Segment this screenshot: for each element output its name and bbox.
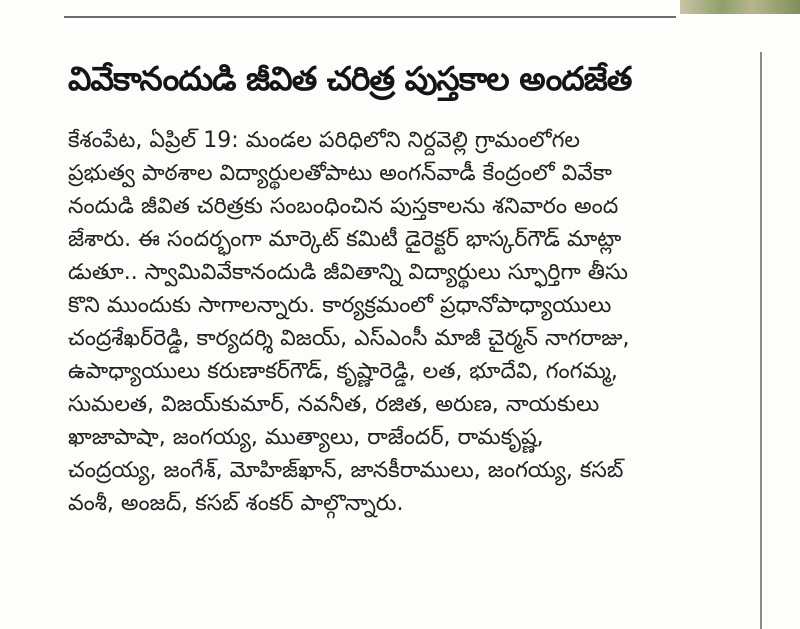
photo-edge: [680, 0, 800, 14]
article-line: ప్రభుత్వ పాఠశాల విద్యార్థులతోపాటు అంగన్‌వాడీ కేంద్రంలో వివేకా: [68, 161, 612, 186]
article-line: చంద్రయ్య, జంగేశ్, మోహిజ్‌ఖాన్, జానకీరాములు, జంగయ్య, కసబ్: [68, 458, 624, 483]
article-line: ఉపాధ్యాయులు కరుణాకర్‌గౌడ్, కృష్ణారెడ్డి, లత, భూదేవి, గంగమ్మ,: [68, 359, 618, 384]
column-divider: [760, 52, 762, 629]
article-body: [68, 124, 748, 520]
article-line: ఖాజాపాషా, జంగయ్య, ముత్యాలు, రాజేందర్, రామకృష్ణ,: [68, 425, 544, 450]
article-line: డుతూ.. స్వామివివేకానందుడి జీవితాన్ని విద్యార్థులు స్ఫూర్తిగా తీసు: [68, 260, 628, 285]
article-line: కేశంపేట, ఏప్రిల్ 19: మండల పరిధిలోని నిర్దవెల్లి గ్రామంలోగల: [68, 128, 580, 153]
article-line: నందుడి జీవిత చరిత్రకు సంబంధించిన పుస్తకాలను శనివారం అంద: [68, 194, 619, 219]
article-line: కొని ముందుకు సాగాలన్నారు. కార్యక్రమంలో ప్రధానోపాధ్యాయులు: [68, 293, 612, 318]
top-rule-divider: [64, 16, 676, 18]
article-line: చంద్రశేఖర్‌రెడ్డి, కార్యదర్శి విజయ్, ఎస్ఎంసీ మాజీ చైర్మన్ నాగరాజు,: [68, 326, 630, 351]
article-line: సుమలత, విజయ్‌కుమార్, నవనీత, రజిత, అరుణ, నాయకులు: [68, 392, 600, 417]
article-line: వంశీ, అంజద్, కసబ్ శంకర్ పాల్గొన్నారు.: [68, 491, 404, 516]
article-line: జేశారు. ఈ సందర్భంగా మార్కెట్ కమిటీ డైరెక్టర్ భాస్కర్‌గౌడ్ మాట్లా: [68, 227, 622, 252]
article-headline: వివేకానందుడి జీవిత చరిత్ర పుస్తకాల అందజేత: [68, 59, 632, 98]
